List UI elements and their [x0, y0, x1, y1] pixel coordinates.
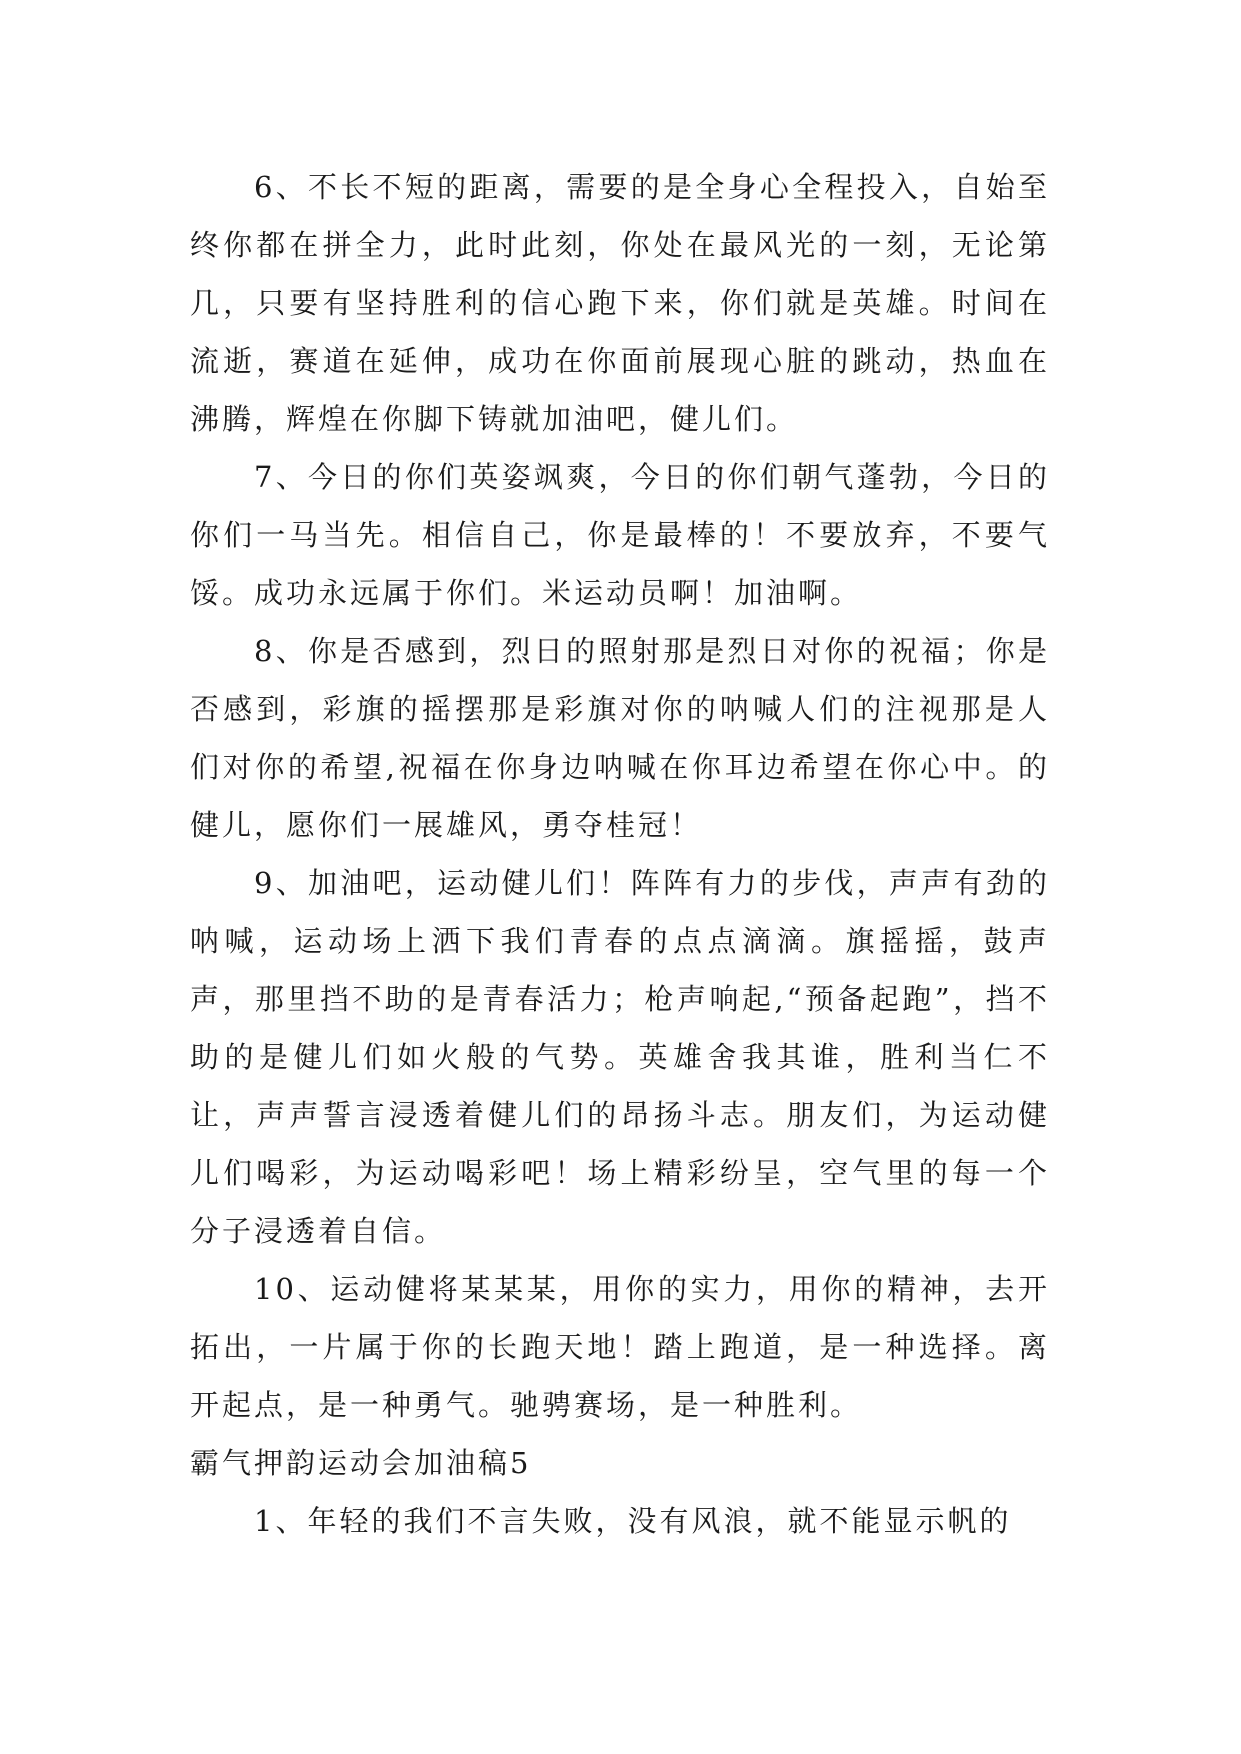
- paragraph-item-9: 9、加油吧，运动健儿们！阵阵有力的步伐，声声有劲的呐喊，运动场上洒下我们青春的点点滴滴。旗摇摇，鼓声声，那里挡不助的是青春活力；枪声响起,“预备起跑”，挡不助的是健儿们如火般的气势。英雄舍我其谁，胜利当仁不让，声声誓言浸透着健儿们的昂扬斗志。朋友们，为运动健儿们喝彩，为运动喝彩吧！场上精彩纷呈，空气里的每一个分子浸透着自信。: [190, 866, 1050, 1248]
- paragraph-item-7: 7、今日的你们英姿飒爽，今日的你们朝气蓬勃，今日的你们一马当先。相信自己，你是最棒的！不要放弃，不要气馁。成功永远属于你们。米运动员啊！加油啊。: [190, 460, 1050, 610]
- paragraph-item-6: 6、不长不短的距离，需要的是全身心全程投入，自始至终你都在拼全力，此时此刻，你处在最风光的一刻，无论第几，只要有坚持胜利的信心跑下来，你们就是英雄。时间在流逝，赛道在延伸，成功在你面前展现心脏的跳动，热血在沸腾，辉煌在你脚下铸就加油吧，健儿们。: [190, 170, 1050, 436]
- paragraph-item-10: 10、运动健将某某某，用你的实力，用你的精神，去开拓出，一片属于你的长跑天地！踏上跑道，是一种选择。离开起点，是一种勇气。驰骋赛场，是一种胜利。: [190, 1272, 1050, 1422]
- document-body: [190, 158, 1050, 1550]
- paragraph-item-1: 1、年轻的我们不言失败，没有风浪，就不能显示帆的: [254, 1504, 1012, 1538]
- paragraph-item-8: 8、你是否感到，烈日的照射那是烈日对你的祝福；你是否感到，彩旗的摇摆那是彩旗对你的呐喊人们的注视那是人们对你的希望,祝福在你身边呐喊在你耳边希望在你心中。的健儿，愿你们一展雄风，勇夺桂冠！: [190, 634, 1050, 842]
- section-heading: 霸气押韵运动会加油稿5: [190, 1446, 532, 1480]
